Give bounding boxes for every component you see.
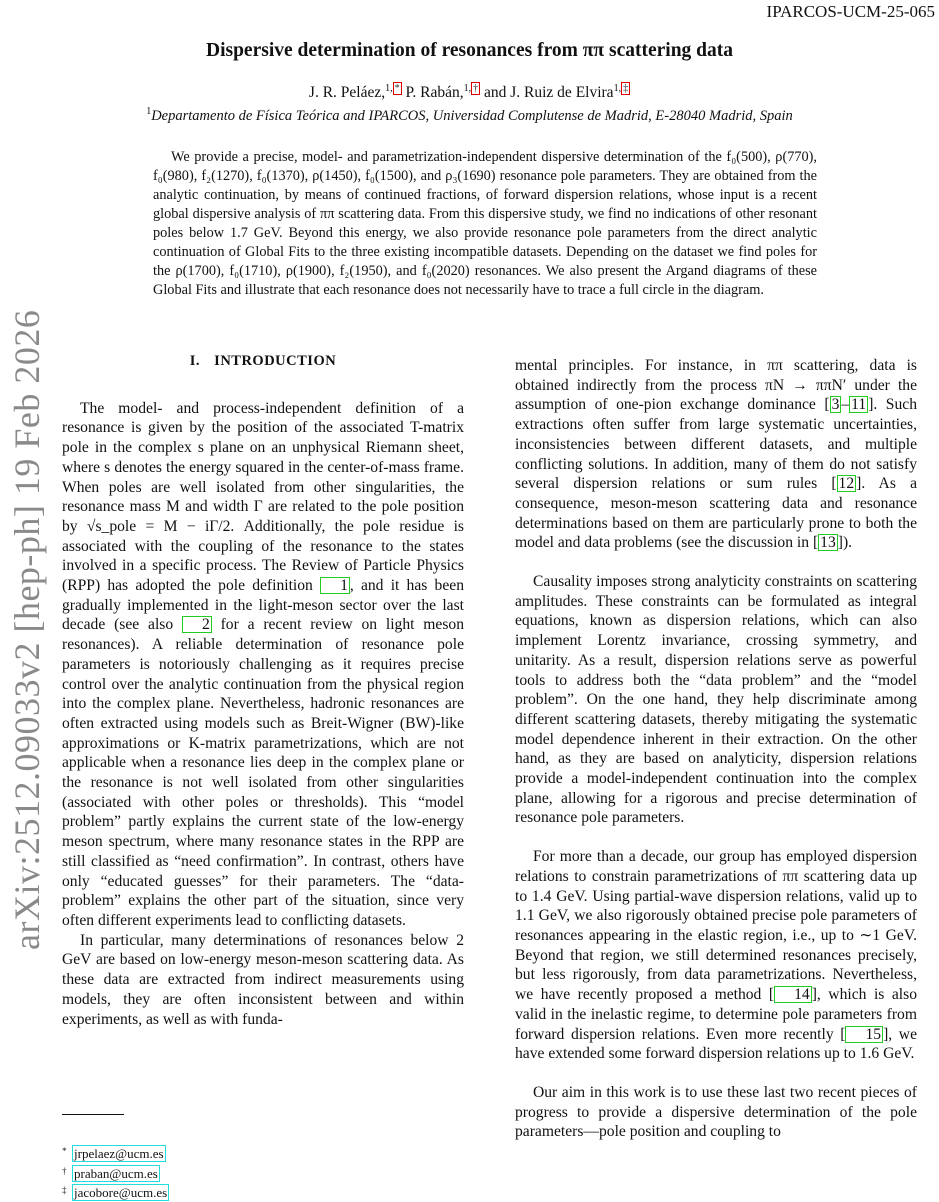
footnote [62,1182,169,1202]
affiliation [0,106,939,125]
footnote-mark: † [62,1165,67,1176]
author-affil: 1, [385,83,393,94]
author-name: and J. Ruiz de Elvira [484,84,614,101]
author-name: J. R. Peláez, [308,84,386,101]
citation-link[interactable]: 15 [845,1026,883,1043]
footnote-mark: ‡ [62,1185,67,1195]
footnote-link[interactable]: * [394,83,400,94]
author-list [0,82,939,102]
paper-title: Dispersive determination of resonances from ππ scattering data [205,40,734,61]
text-run: ]. As a consequence, meson-meson scattering data and resonance determinations based on them are particularly prone to both the model and data problems (see the discussion in [ [515,475,917,552]
paragraph [62,399,464,931]
footnotes [62,1143,169,1202]
citation-link[interactable]: 12 [838,475,855,493]
paragraph: Causality imposes strong analyticity constraints on scattering amplitudes. These constraints can be formulated as integral equations, known as dispersion relations, which can also implement Lorentz invariance, crossing symmetry, and unitarity. As a result, dispersion relations serve as powerful tools to address both the “data problem” and the “model problem”. On the one hand, they help discriminate among different scattering datasets, thereby mitigating the systematic model dependence inherent in their extraction. On the other hand, as they are based on analyticity, dispersion relations provide a model-independent continuation into the complex plane, allowing for a rigorous and precise determination of resonance pole parameters. [515,573,917,827]
footnote [62,1143,169,1163]
footnote-link[interactable]: † [473,83,479,94]
text-run: ], we have extended some forward dispersion relations up to 1.6 GeV. [515,1025,917,1063]
text-run: ]. Such extractions often suffer from large systematic uncertainties, inconsistencies between different datasets, and multiple conflicting solutions. In addition, many of them do not satisfy several dispersion relations or sum rules [ [515,396,917,493]
report-number: IPARCOS-UCM-25-065 [766,2,935,21]
paragraph: In particular, many determinations of resonances below 2 GeV are based on low-energy meson-meson scattering data. As these data are extracted from indirect measurements using models, they are often inconsistent between and within experiments, as well as with funda- [62,931,464,1028]
text-run: ]). [837,534,853,552]
text-run: mental principles. For instance, in ππ scattering, data is obtained indirectly from the process πN → ππN′ under the assumption of one-pion exchange dominance [ [515,357,917,414]
author-affil: 1, [613,83,622,94]
citation-link[interactable]: 1 [320,577,350,594]
footnote [62,1163,169,1183]
citation-link[interactable]: 11 [851,396,867,414]
text-run: for a recent review on light meson resonances). A reliable determination of resonance pole parameters is notoriously challenging as it requires precise control over the analytic continuation from the physical region into the complex plane. Nevertheless, hadronic resonances are often extracted using models such as Breit-Wigner (BW)-like approximations or K-matrix parametrizations, which are not applicable when a resonance lies deep in the complex plane or the resonance is not well isolated from other singularities (associated with other poles or thresholds). This “model problem” partly explains the current state of the low-energy meson spectrum, where many resonance states in the RPP are still classified as “need confirmation”. In contrast, others have only “educated guesses” for their parameters. The “data-problem” explains the other part of the situation, since very often different experiments lead to conflicting datasets. [62,616,464,929]
left-column [62,352,464,1029]
section-heading: I. INTRODUCTION [189,353,337,369]
paragraph [515,847,917,1064]
abstract: We provide a precise, model- and parametrization-independent dispersive determination of the f₀(500), ρ(770), f₀(980), f₂(1270), f₀(1370), ρ(1450), f₀(1500), and ρ₃(1690) resonance pole parameters. They are obtained from the analytic continuation, by means of continued fractions, of forward dispersion relations, whose input is a recent global dispersive analysis of ππ scattering data. From this dispersive study, we find no indications of other resonant poles below 1.7 GeV. Beyond this energy, we also provide resonance pole parameters from the direct analytic continuation of Global Fits to the three existing incompatible datasets. Depending on the dataset we find poles for the ρ(1700), f₀(1710), ρ(1900), f₂(1950), and f₀(2020) resonances. We also present the Argand diagrams of these Global Fits and illustrate that each resonance does not necessarily have to trace a full circle in the diagram. [153,149,817,298]
author-name: P. Rabán, [405,84,464,101]
citation-link[interactable]: 3 [831,396,840,414]
email-link[interactable]: praban@ucm.es [74,1165,158,1181]
footnote-link[interactable]: ‡ [623,83,629,94]
text-run: – [841,396,850,414]
email-link[interactable]: jrpelaez@ucm.es [74,1146,164,1161]
arxiv-stamp: arXiv:2512.09033v2 [hep-ph] 19 Feb 2026 [7,309,47,950]
text-run: ], which is also valid in the inelastic regime, to determine pole parameters from forward dispersion relations. Even more recently [ [515,986,918,1043]
footnote-mark: * [62,1146,67,1156]
text-run: The model- and process-independent definition of a resonance is given by the position of the associated T-matrix pole in the complex s plane on an unphysical Riemann sheet, where s denotes the energy squared in the center-of-mass frame. When poles are well isolated from other singularities, the resonance mass M and width Γ are related to the pole position by √s_pole = M − iΓ/2. Additionally, the pole residue is associated with the coupling of the resonance to the states involved in a specific process. The Review of Particle Physics (RPP) has adopted the pole definition [62,399,464,595]
text-run: For more than a decade, our group has employed dispersion relations to constrain parametrizations of ππ scattering data up to 1.4 GeV. Using partial-wave dispersion relations, valid up to 1.1 GeV, we also rigorously obtained precise pole parameters of resonances appearing in the elastic region, i.e., up to ∼1 GeV. Beyond that region, we still determined resonances precisely, but less rigorously, from data parametrizations. Nevertheless, we have recently proposed a method [ [515,848,917,1004]
citation-link[interactable]: 2 [182,616,212,633]
paragraph: Our aim in this work is to use these last two recent pieces of progress to provide a dispersive determination of the pole parameters—pole position and coupling to [515,1083,917,1141]
right-column [515,356,917,1142]
email-link[interactable]: jacobore@ucm.es [74,1185,168,1200]
affiliation-text: Departamento de Física Teórica and IPARCOS, Universidad Complutense de Madrid, E-28040 Madrid, Spain [151,108,793,124]
paragraph [515,356,917,553]
text-run: , and it has been gradually implemented in the light-meson sector over the last decade (see also [62,577,464,634]
citation-link[interactable]: 13 [820,534,836,552]
citation-link[interactable]: 14 [774,986,812,1003]
footnote-rule [62,1114,124,1115]
author-affil: 1, [463,83,472,94]
affiliation-number: 1 [146,106,152,117]
